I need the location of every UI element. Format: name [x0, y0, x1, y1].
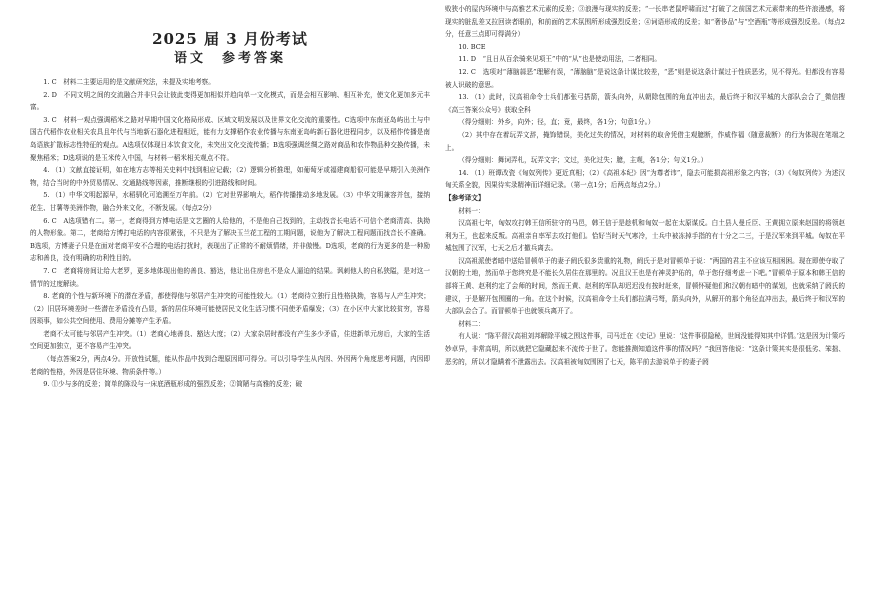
answer-paragraph: 4. （1）文献直接证明，如在地方志等相关史料中找到相应记载；（2）逻辑分析推理，如葡萄牙或福建商船很可能是早期引入美洲作物，结合当时的中外贸易情况、交通路线等因素，推断继根的引进路线和时间。 — [30, 166, 430, 187]
exam-title: 2025 届 3 月份考试 — [152, 30, 308, 48]
right-body — [445, 3, 845, 368]
left-column — [30, 0, 430, 599]
answer-paragraph: 材料二： — [458, 319, 485, 328]
answer-paragraph: （得分细则：舞词弄札，玩弄文字；文过，美化过失；臆，主观，各1分；句义1分。） — [458, 156, 708, 165]
title-block — [30, 0, 430, 68]
answer-paragraph: （2）其中存在着玩弄文辞，掩饰错误，美化过失的情况，对材料的取舍凭借主观臆断，作威作福（随意裁断）的行为体现在笔端之上。 — [445, 130, 845, 152]
answer-paragraph: 12. C 选项对“薄脑蒜恶”理解有误，“薄脑脑”是说这条计谋比较差，“恶”则是说这条计谋过于性质恶劣，见不得光。但都没有容易被人识破的意思。 — [445, 67, 845, 89]
answer-paragraph: 8. 老商的个性与新环境下的潜在矛盾，都使得他与邻居产生冲突的可能性较大。（1）老商待立独行且性格执拗，容易与人产生冲突；（2）旧居环境差时一些潜在矛盾没有凸显，新的居住环境可能使居民文化生活习惯不同使矛盾爆发；（3）在小区中大家比较贫穷，容易因琐事，如公共空间使用、费用分摊等产生矛盾。 — [30, 292, 430, 326]
answer-paragraph: 汉高祖七年，匈奴攻打韩王信所驻守的马邑，韩王信于是趁机和匈奴一起在太原谋反。白土县人曼丘臣、王黄拥立原来赵国的将领赵利为王，也起来反叛。高祖亲自率军去攻打他们。恰好当时天气寒冷，士兵中被冻掉手指的有十分之二三，于是汉军来到平城。匈奴在平城包围了汉军，七天之后才撤兵离去。 — [445, 219, 845, 253]
answer-paragraph: 有人说：“陈平督汉高祖刘邦解除平城之围这件事，司马迁在《史记》里说：‘这件事很隐秘，世间没能得知其中详情。’这是因为计策巧妙卓异，非常高明，所以就把它隐藏起来不流传于世了。您能推测知道这件事的情况吗？”我回答他说：“这条计策其实是很低劣、笨拙、恶劣的，所以才隐瞒着不泄露出去。汉高祖被匈奴围困了七天，陈平前去游说单于的妻子阏 — [445, 332, 845, 366]
answer-paragraph: 1. C 材料二主要运用的是文献研究法，未提及实地考察。 — [43, 78, 215, 86]
section-heading: 【参考译文】 — [445, 193, 485, 202]
right-column — [445, 0, 845, 599]
answer-paragraph: 7. C 老商将房间让给大老罗，更多地体现出他的善良、豁达，他让出住房也不是众人逼迫的结果。讽刺他人的自私狭隘，是对这一情节的过度解读。 — [30, 266, 430, 288]
answer-paragraph: 11. D “且日从百余骑来见项王”中的“从”也是使动用法，二者相同。 — [458, 55, 661, 64]
answer-paragraph: 13. （1）此时，汉高祖命令士兵们都张弓搭箭，箭头向外，从朝除包围的角直冲出去，最后终于和汉平城的大部队会合了_微信搜《高三答案公众号》获取全科 — [445, 93, 845, 114]
answer-paragraph: 2. D 不同文明之间的交流融合并非只会让彼此变得更加相似并趋向单一文化模式，而是会相互影响、相互补充，使文化更加多元丰富。 — [30, 90, 430, 112]
answer-paragraph: 9. ①少与多的反差；简单的陈设与一床底酒瓶形成的强烈反差；②简陋与高雅的反差；破 — [43, 380, 303, 389]
answer-paragraph: 败狭小的屋内环境中与高雅艺术元素的反差；③浪漫与现实的反差；“一长串老鼠呼啸而过”打破了之前国艺术元素带来的些许浪漫感，将现实的脏乱差又拉回读者眼前，和前面的艺术氛围所形成强烈反差；④词语形成的反差；如“奢侈品”与“空酒瓶”等形成强烈反差。（每点2分，任意三点即可得满分） — [445, 5, 845, 39]
answer-paragraph: 6. C A选项错有二。第一，老商得到方博电话是文艺圈的人给他的，不是他自己找到的，主动找音长电话不可信个老商清高、执拗的人物形象。第二，老商给方博打电话的内容很紧张，不只是为了解决玉兰花工程的工期问题，说他为了解决工程问题而找音长不准确。B选项，方博妻子只是在面对老商平安不合理的电话打扰时，表现出了正常的不耐烦情绪，并非傲慢。D选项，老商的行为更多的是一种励志和善良，没有明确的功利性目的。 — [30, 216, 430, 263]
answer-paragraph: 14. （1）班谭改瓷《匈奴列传》更近真相；（2）《高祖本纪》因“为尊者讳”，隐去可能损高祖形象之内容；（3）《匈奴列传》为述汉匈关系全貌，因果待实录精神而详细记录。（第一点1分；后两点每点2分。） — [445, 168, 845, 190]
answer-paragraph: 材料一： — [458, 206, 485, 215]
answer-paragraph: 10. BCE — [458, 42, 486, 51]
answer-paragraph: 汉高祖派使者暗中送给冒顿单于的妻子阏氏很多贵重的礼物，阏氏于是对冒顿单于说：“两国的君主不应该互相困困。现在即使夺取了汉朝的土地，然而单于您终究是不能长久居住在那里的。况且汉王也是有神灵护佑的，单于您仔细考虑一下吧。”冒顿单于原本和韩王信的部将王黄、赵利约定了会师的时间，然而王黄、赵利的军队却迟迟没有按时赶来，冒顿怀疑他们和汉朝有暗中的谋划，也就采纳了阏氏的建议，于是解开包围圈的一角。在这个时候，汉高祖命令士兵们都拉满弓弩，箭头向外，从解开的那个角径直冲出去，最后终于和汉军的大部队会合了。而冒顿单于也就领兵离开了。 — [445, 256, 845, 316]
answer-paragraph: 5. （1）中华文明起源早，水稻驯化可追溯至万年前。（2）它对世界影响大，稻作传播推动多地发展。（3）中华文明兼容并包，接纳花生、甘薯等美洲作物，融合外来文化，不断发展。（每点2分） — [30, 191, 430, 212]
answer-paragraph: （得分细则：外乡，向外；径，直；竟，最终，各1分；句意1分。） — [458, 118, 655, 127]
answer-paragraph: 3. C 材料一观点强调稻米之路对早期中国文化格局形成、区域文明发展以及世界文化交流的重要性。C选项中东南亚岛屿出土与中国古代稻作农业相关农具且年代与当地新石器化进程相近，能有力支撑稻作农业传播与东南亚岛屿新石器化进程同步，以及稻作传播是南岛语族扩散标志性特征的观点。A选项仅体现日本饮食文化，未突出文化交流传播；B选项强调丝绸之路对商品和农作物品种交换传播，未聚焦稻米；D选项说的是玉米传入中国，与材料一稻米相关观点不符。 — [30, 115, 430, 162]
exam-subtitle: 语文 参考答案 — [173, 51, 286, 66]
answer-paragraph: 老商不太可能与邻居产生冲突。（1）老商心地善良、豁达大度；（2）大家杂居时都没有产生多少矛盾，住进新单元房后，大家的生活空间更加独立，更不容易产生冲突。 — [30, 329, 430, 351]
answer-paragraph: （每点答案2分，两点4分。开放性试题，能从作品中找到合理原因即可得分。可以引导学生从内因、外因两个角度思考问题，内因即老商的性格，外因是居住环境、物质条件等。） — [30, 355, 430, 376]
left-body — [30, 76, 430, 391]
